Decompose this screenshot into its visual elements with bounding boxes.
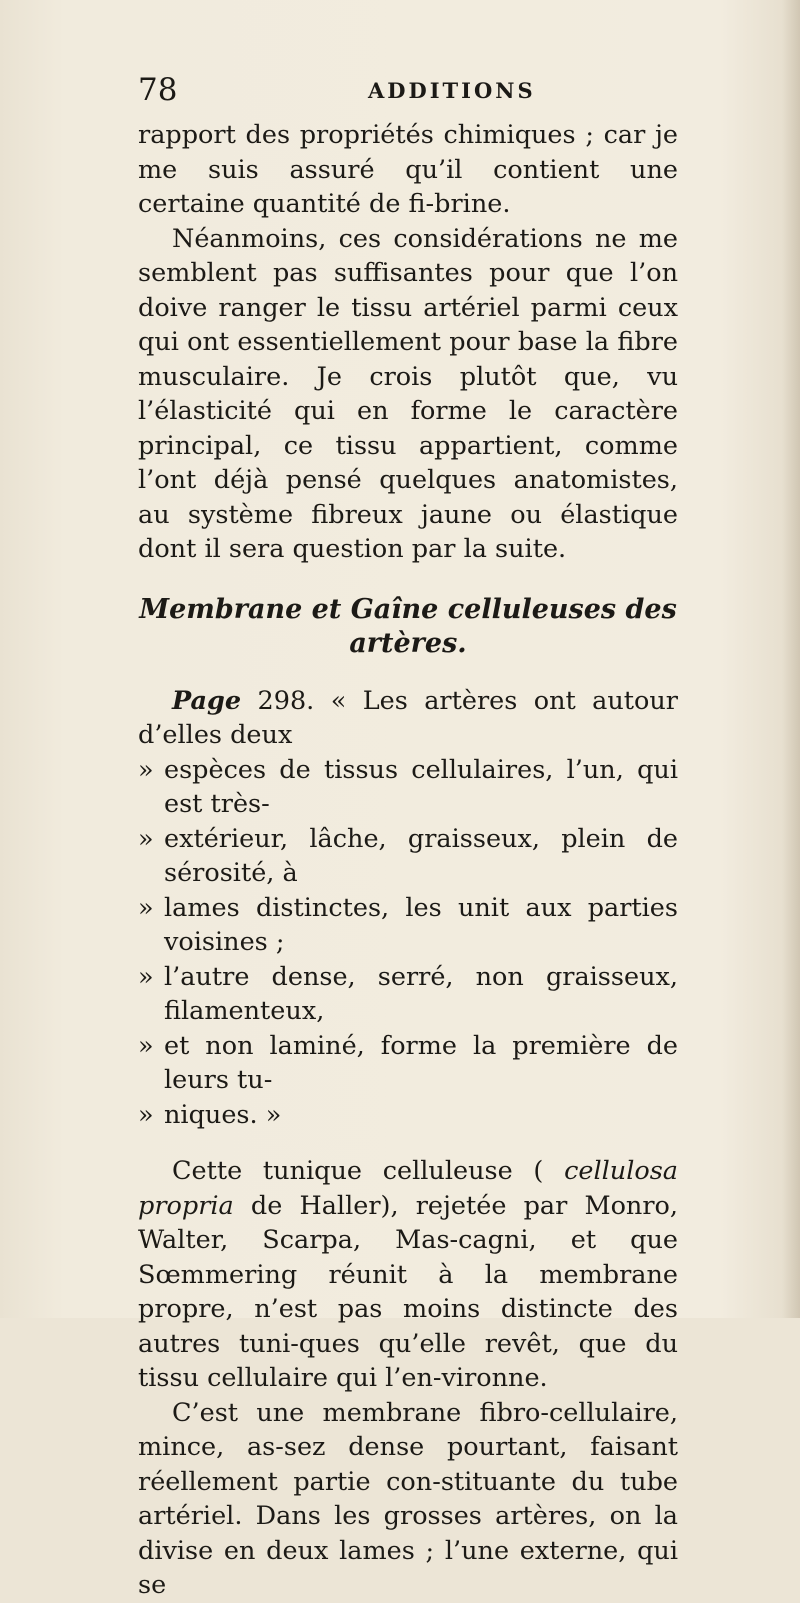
quote-first-line-text: 298. « Les artères ont autour d’elles deux xyxy=(138,685,678,750)
quote-line-text: lames distinctes, les unit aux parties voisines ; xyxy=(164,892,678,957)
page-edge-shadow xyxy=(782,0,800,1318)
quote-marker: » xyxy=(138,892,154,923)
quote-page-label: Page xyxy=(172,685,242,716)
body-text xyxy=(138,118,678,1603)
quote-line-text: espèces de tissus cellulaires, l’un, qui est très- xyxy=(164,754,678,819)
quote-line xyxy=(138,753,678,822)
quote-line-text: niques. » xyxy=(164,1099,282,1130)
quote-marker: » xyxy=(138,823,154,854)
quote-line xyxy=(138,960,678,1029)
paragraph-3-rest: de Haller), rejetée par Monro, Walter, Scarpa, Mas-cagni, et que Sœmmering réunit à la membrane propre, n’est pas moins distincte des autres tuni-ques qu’elle revêt, que du tissu cellulaire qui l’en-vironne. xyxy=(138,1190,678,1393)
quote-line xyxy=(138,1029,678,1098)
spacer xyxy=(138,1132,678,1154)
paragraph-3 xyxy=(138,1154,678,1396)
quote-line-text: extérieur, lâche, graisseux, plein de sérosité, à xyxy=(164,823,678,888)
paragraph-1: rapport des propriétés chimiques ; car je me suis assuré qu’il contient une certaine quantité de fi-brine. xyxy=(138,120,678,219)
section-heading: Membrane et Gaîne celluleuses des artères. xyxy=(139,593,677,659)
running-head: ADDITIONS xyxy=(368,78,536,103)
paragraph-3-start: Cette tunique celluleuse ( xyxy=(172,1156,544,1186)
quote-line xyxy=(138,1098,678,1133)
quote-line-text: et non laminé, forme la première de leurs tu- xyxy=(164,1030,678,1095)
page-number: 78 xyxy=(138,72,178,108)
quote-marker: » xyxy=(138,1030,154,1061)
quote-marker: » xyxy=(138,961,154,992)
page-header xyxy=(138,72,658,112)
quote-first-line xyxy=(138,684,678,753)
quote-marker: » xyxy=(138,1099,154,1130)
quote-line xyxy=(138,891,678,960)
paragraph-4: C’est une membrane fibro-cellulaire, mince, as-sez dense pourtant, faisant réellement partie con-stituante du tube artériel. Dans les grosses artères, on la divise en deux lames ; l’une externe, qui se xyxy=(138,1397,678,1600)
quote-marker: » xyxy=(138,754,154,785)
quotation xyxy=(138,684,678,1133)
paragraph-2: Néanmoins, ces considérations ne me semblent pas suffisantes pour que l’on doive ranger le tissu artériel parmi ceux qui ont essentiellement pour base la fibre musculaire. Je crois plutôt que, vu l’élasticité qui en forme le caractère principal, ce tissu appartient, comme l’ont déjà pensé quelques anatomistes, au système fibreux jaune ou élastique dont il sera question par la suite. xyxy=(138,223,678,564)
quote-line-text: l’autre dense, serré, non graisseux, filamenteux, xyxy=(164,961,678,1026)
paragraph-3-latin-term: cellulosa propria xyxy=(138,1156,678,1221)
quote-line xyxy=(138,822,678,891)
